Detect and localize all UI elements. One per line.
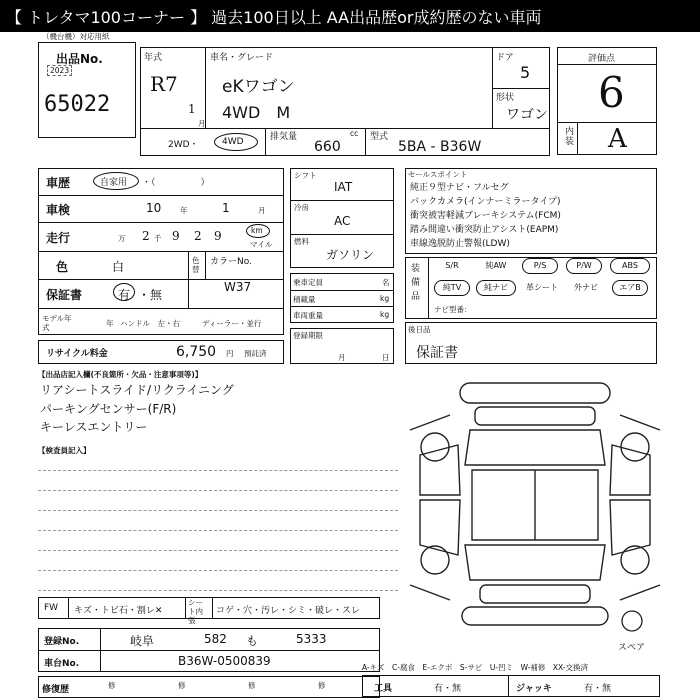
shape-value: ワゴン xyxy=(506,107,548,123)
equip-leather: 革シート xyxy=(526,283,558,292)
jack-value: 有・無 xyxy=(584,684,612,694)
vehicle-info-box xyxy=(140,47,550,156)
seat-label: シート内張 xyxy=(188,598,203,625)
after-docs-value: 保証書 xyxy=(416,345,458,361)
mileage-unit-mile: マイル xyxy=(250,240,273,249)
mileage-unit-sen: 千 xyxy=(154,234,162,243)
tools-label: 工具 xyxy=(374,684,393,694)
handle-text: ハンドル 左・右 xyxy=(120,319,180,328)
displacement-label: 排気量 xyxy=(270,132,298,142)
color-change-label: 色替 xyxy=(192,256,200,274)
equip-abs: ABS xyxy=(610,258,650,274)
grade-label: 評価点 xyxy=(588,54,616,64)
mileage-d4: 9 xyxy=(214,229,222,243)
equip-pw: P/W xyxy=(566,258,602,274)
aircon-value: AC xyxy=(334,214,351,228)
repair-cell-3: 修 xyxy=(248,681,256,690)
recycle-value: 6,750 xyxy=(176,344,217,360)
capacity-unit: 名 xyxy=(382,278,390,287)
year-value: R7 xyxy=(150,72,178,96)
repair-row xyxy=(38,676,380,698)
doors-value: 5 xyxy=(520,63,531,82)
doors-label: ドア xyxy=(496,53,514,63)
chassis-value: B36W-0500839 xyxy=(178,654,271,668)
selling-point-4: 踏み間違い衝突防止アシスト(EAPM) xyxy=(410,225,559,235)
color-label: 色 xyxy=(56,260,69,274)
inspection-year: 10 xyxy=(146,201,162,215)
tools-value: 有・無 xyxy=(434,684,462,694)
displacement-unit: cc xyxy=(350,129,359,138)
repair-cell-4: 修 xyxy=(318,681,326,690)
equip-alloy: 純AW xyxy=(485,261,507,270)
equip-tv: 純TV xyxy=(434,280,470,296)
history-value: 自家用 xyxy=(100,178,128,188)
load-unit: kg xyxy=(380,294,390,303)
period-label: 登録期限 xyxy=(293,331,323,340)
note-line-3: キーレスエントリー xyxy=(40,420,148,434)
selling-point-3: 衝突被害軽減ブレーキシステム(FCM) xyxy=(410,211,561,221)
shift-value: IAT xyxy=(334,180,353,194)
lot-label: 出品No. xyxy=(56,52,103,66)
model-value: 5BA - B36W xyxy=(398,139,482,155)
spare-label: スペア xyxy=(618,643,646,653)
color-code: W37 xyxy=(224,280,252,294)
note-line-2: パーキングセンサー(F/R) xyxy=(40,402,177,416)
registration-number: 5333 xyxy=(296,632,327,646)
sheet-sub-label: （機台機）対応用紙 xyxy=(42,32,110,41)
registration-class: 582 xyxy=(204,632,227,646)
lot-number: 65022 xyxy=(44,92,111,117)
inspection-label: 車検 xyxy=(46,203,71,217)
history-suffix: ・（ ） xyxy=(142,178,210,188)
fw-text: キズ・トビ石・割レ✕ xyxy=(74,606,163,616)
mileage-d1: 2 xyxy=(142,229,150,243)
note-line-1: リアシートスライド/リクライニング xyxy=(40,383,234,397)
inspection-year-unit: 年 xyxy=(180,206,188,215)
inspector-label: 【検査員記入】 xyxy=(38,446,91,455)
mileage-label: 走行 xyxy=(46,231,71,245)
equip-ext-navi: 外ナビ xyxy=(574,283,598,292)
recycle-note: 預託済 xyxy=(244,349,267,358)
registration-label: 登録No. xyxy=(44,637,80,647)
shift-label: シフト xyxy=(294,171,317,180)
period-day: 日 xyxy=(382,353,390,362)
interior-value: A xyxy=(608,124,627,154)
repair-label: 修復歴 xyxy=(42,685,70,695)
year-month-unit: 月 xyxy=(198,119,206,128)
color-code-label: カラーNo. xyxy=(210,257,252,267)
model-year-label: モデル年式 xyxy=(42,314,72,332)
notes-label: 【出品店記入欄(不良箇所・欠品・注意事項等)】 xyxy=(38,370,203,379)
registration-kana: も xyxy=(246,634,259,648)
warranty-no: ・無 xyxy=(138,288,163,302)
after-docs-label: 後日品 xyxy=(408,325,431,334)
fuel-label: 燃料 xyxy=(294,237,309,246)
capacity-label: 乗車定員 xyxy=(293,278,323,287)
fuel-value: ガソリン xyxy=(326,248,375,262)
drive-2wd: 2WD・ xyxy=(168,140,199,150)
mileage-unit-km: km xyxy=(251,226,263,235)
shape-label: 形状 xyxy=(496,93,515,103)
lot-stamp: 2023 xyxy=(47,65,72,76)
grade-value: 6 xyxy=(598,68,625,117)
load-label: 積載量 xyxy=(293,295,316,304)
chassis-label: 車台No. xyxy=(44,659,80,669)
period-month: 月 xyxy=(338,353,346,362)
mileage-d2: 9 xyxy=(172,229,180,243)
seat-text: コゲ・穴・汚レ・シミ・破レ・スレ xyxy=(216,606,361,616)
weight-label: 車両重量 xyxy=(293,311,323,320)
equip-airbag: エアB xyxy=(612,280,648,296)
fw-label: FW xyxy=(44,603,59,613)
dealer-text: ディーラー・並行 xyxy=(202,319,262,328)
equipment-label: 装備品 xyxy=(411,264,421,302)
repair-cell-2: 修 xyxy=(178,681,186,690)
car-name-label: 車名・グレード xyxy=(210,53,274,63)
inspection-month-unit: 月 xyxy=(258,206,266,215)
mileage-unit-man: 万 xyxy=(118,234,126,243)
car-damage-diagram xyxy=(400,375,670,640)
damage-legend: A-キズ C-腐食 E-エクボ S-サビ U-凹ミ W-補修 XX-交換済 xyxy=(362,663,588,672)
navi-model-label: ナビ型番： xyxy=(434,305,472,314)
model-year-unit: 年 xyxy=(106,319,114,328)
drive-4wd: 4WD xyxy=(222,137,244,147)
warranty-yes: 有 xyxy=(118,288,131,302)
registration-area: 岐阜 xyxy=(130,634,155,648)
model-label: 型式 xyxy=(370,132,389,142)
interior-label: 内装 xyxy=(565,127,575,147)
jack-label: ジャッキ xyxy=(516,684,552,694)
color-value: 白 xyxy=(112,260,125,274)
equip-navi: 純ナビ xyxy=(476,280,516,296)
recycle-unit: 円 xyxy=(226,349,234,358)
selling-point-1: 純正９型ナビ・フルセグ xyxy=(410,183,509,193)
repair-cell-1: 修 xyxy=(108,681,116,690)
selling-point-5: 車線逸脱防止警報(LDW) xyxy=(410,239,510,249)
tools-box xyxy=(362,675,660,697)
car-name: eKワゴン xyxy=(222,77,295,97)
selling-points-label: セールスポイント xyxy=(408,170,468,179)
selling-point-2: バックカメラ(インナーミラータイプ) xyxy=(410,197,561,207)
recycle-label: リサイクル料金 xyxy=(46,349,108,359)
year-month: 1 xyxy=(188,102,196,116)
aircon-label: 冷房 xyxy=(294,203,309,212)
header-title: 【 トレタマ100コーナー 】 過去100日以上 AA出品歴or成約歴のない車両 xyxy=(6,8,542,27)
warranty-label: 保証書 xyxy=(46,288,83,302)
spare-tire-icon xyxy=(622,611,642,631)
inspection-month: 1 xyxy=(222,201,230,215)
weight-unit: kg xyxy=(380,310,390,319)
equip-ps: P/S xyxy=(522,258,558,274)
equip-sr: S/R xyxy=(445,261,459,270)
mileage-d3: 2 xyxy=(194,229,202,243)
car-grade: 4WD M xyxy=(222,103,291,122)
displacement-value: 660 xyxy=(314,139,341,155)
year-label: 年式 xyxy=(144,53,163,63)
history-label: 車歴 xyxy=(46,176,71,190)
